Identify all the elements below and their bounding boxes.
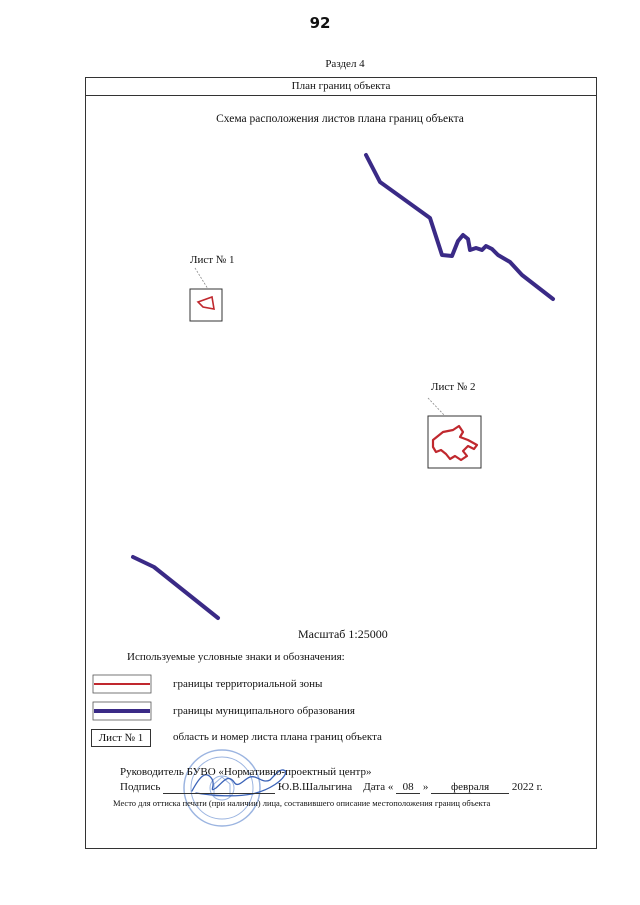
legend-municipal-text: границы муниципального образования	[173, 705, 355, 717]
signature-blank	[163, 781, 275, 794]
legend-title: Используемые условные знаки и обозначения:	[127, 651, 345, 663]
date-label: Дата «	[363, 781, 394, 793]
date-day: 08	[396, 781, 420, 794]
municipal-boundary-lower	[133, 557, 218, 618]
sheet-2-leader	[428, 398, 445, 416]
legend-zone-text: границы территориальной зоны	[173, 678, 323, 690]
signature-line	[120, 781, 543, 794]
sheet-1-zone-boundary	[198, 297, 214, 309]
page-number: 92	[309, 14, 331, 32]
scheme-title: Схема расположения листов плана границ объекта	[216, 113, 464, 125]
legend-sheet-text: область и номер листа плана границ объекта	[173, 731, 382, 743]
section-label: Раздел 4	[325, 58, 365, 70]
frame-header: План границ объекта	[86, 78, 596, 96]
sheet-1-label: Лист № 1	[190, 254, 235, 266]
date-month: февраля	[431, 781, 509, 794]
signature-sign-label: Подпись	[120, 781, 161, 793]
sheet-2-label: Лист № 2	[431, 381, 476, 393]
scale-label: Масштаб 1:25000	[298, 627, 388, 641]
municipal-boundary-upper	[366, 155, 553, 299]
sheet-2-zone-boundary	[433, 426, 477, 460]
date-year: 2022 г.	[511, 781, 543, 793]
stamp-note: Место для оттиска печати (при наличии) лица, составившего описание местоположения границ объекта	[113, 798, 491, 808]
date-day-close: »	[422, 781, 429, 793]
signature-position: Руководитель БУВО «Нормативно-проектный центр»	[120, 766, 372, 778]
sheet-1-box	[190, 289, 222, 321]
legend-sheet-box: Лист № 1	[91, 729, 151, 747]
sheet-1-leader	[195, 268, 208, 289]
signature-name: Ю.В.Шалыгина	[277, 781, 353, 793]
